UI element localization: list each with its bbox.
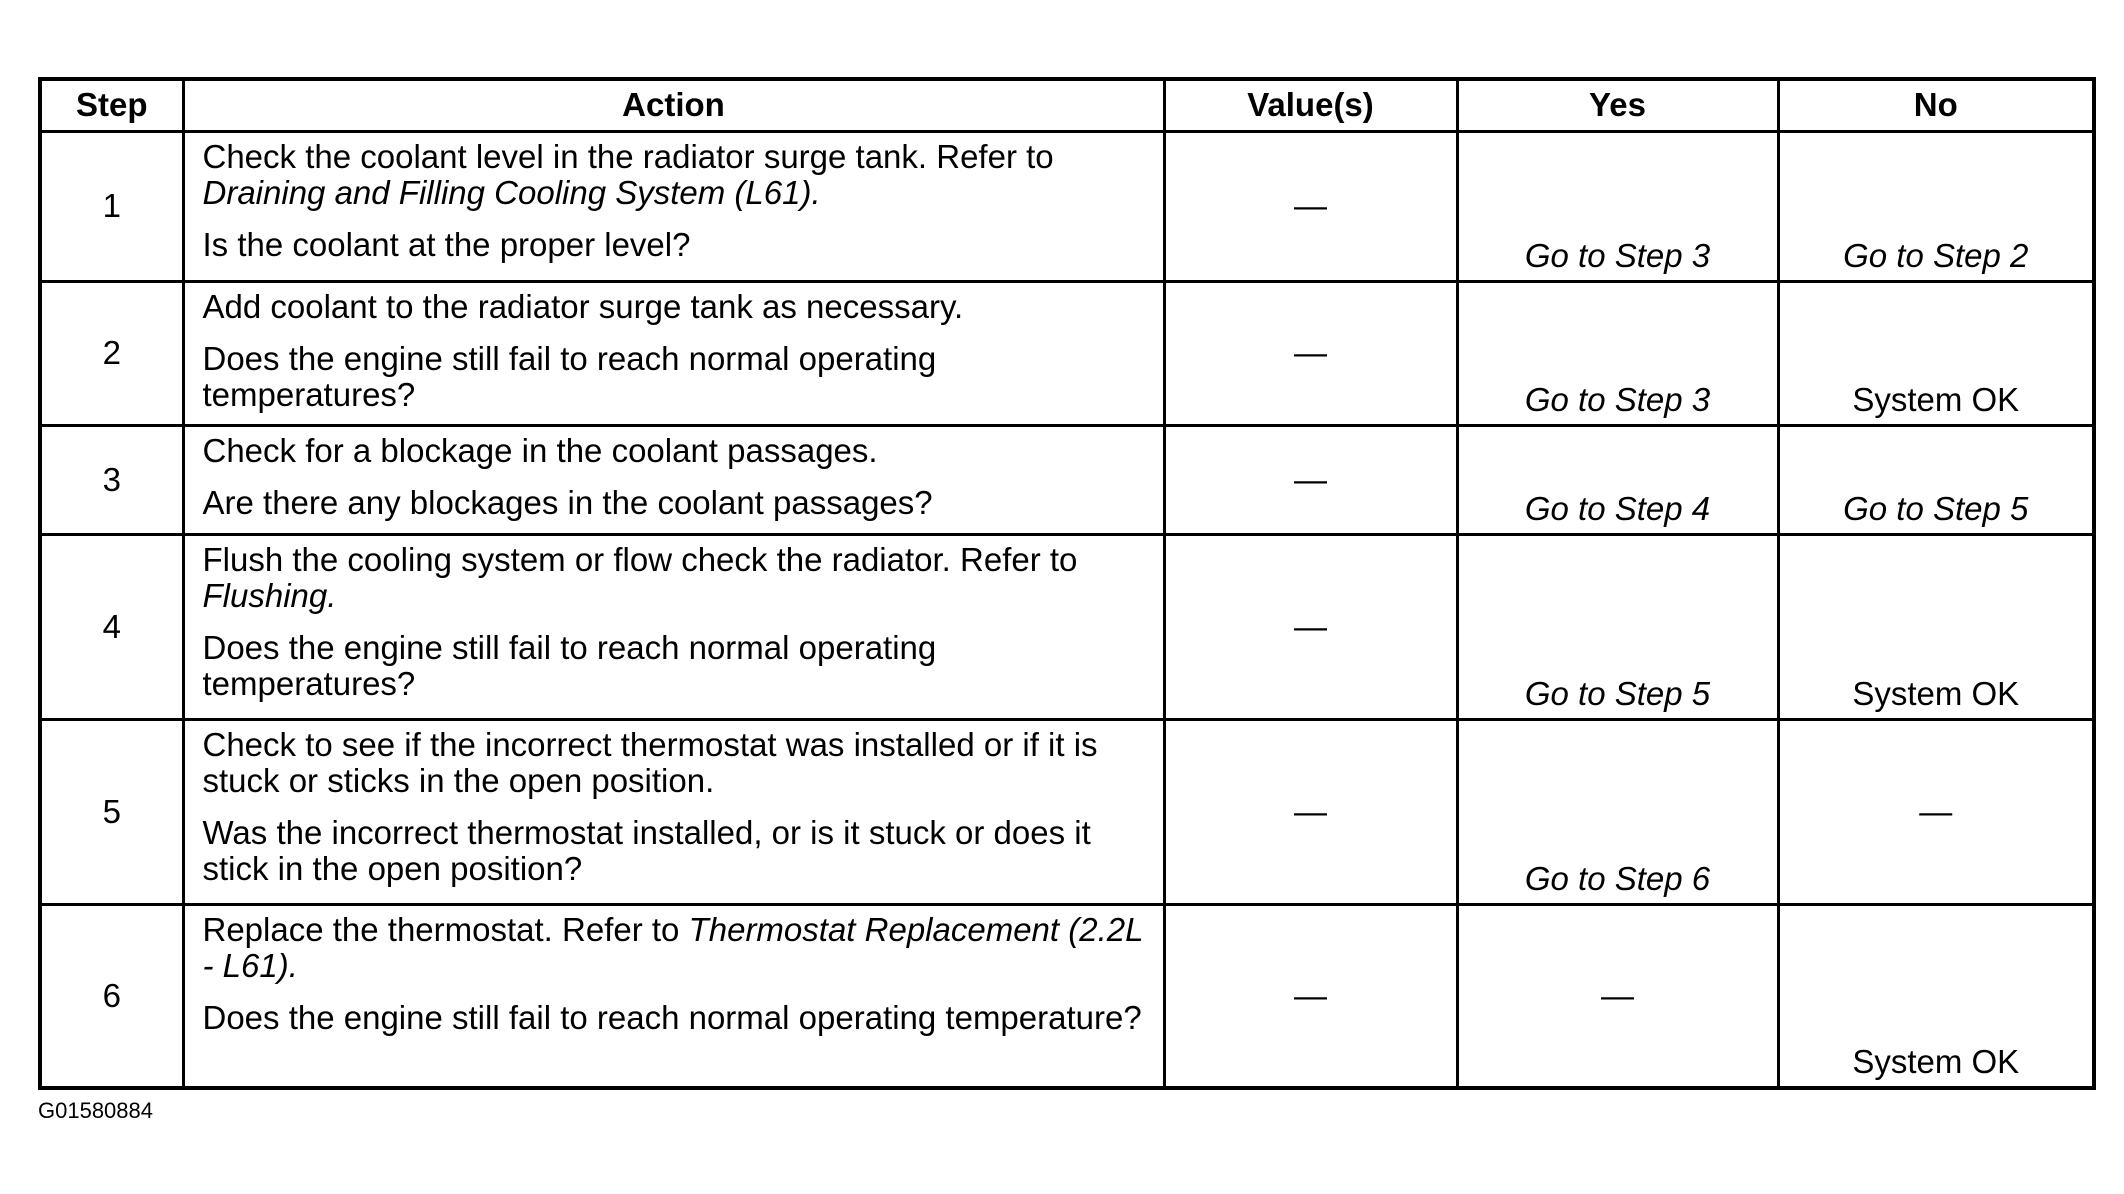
header-yes: Yes [1457, 79, 1778, 131]
action-question: Are there any blockages in the coolant passages? [202, 483, 933, 521]
table-row [40, 281, 2094, 425]
action-reference: Draining and Filling Cooling System (L61). [202, 173, 821, 211]
action-question: Was the incorrect thermostat installed, or is it stuck or does it stick in the open position? [202, 813, 1091, 887]
action-text-prefix: Replace the thermostat. Refer to [202, 910, 689, 948]
action-text [203, 912, 1147, 984]
no-cell: Go to Step 2 [1778, 131, 2094, 281]
yes-cell: Go to Step 5 [1457, 534, 1778, 719]
no-cell: System OK [1778, 534, 2094, 719]
no-cell: Go to Step 5 [1778, 425, 2094, 534]
value-cell: — [1164, 534, 1457, 719]
value-cell: — [1164, 131, 1457, 281]
action-text-prefix: Check to see if the incorrect thermostat was installed or if it is stuck or sticks in the open position. [202, 725, 1098, 799]
step-number: 1 [40, 131, 183, 281]
action-text-prefix: Add coolant to the radiator surge tank as necessary. [202, 287, 964, 325]
yes-cell: Go to Step 3 [1457, 281, 1778, 425]
figure-id: G01580884 [38, 1098, 153, 1123]
yes-cell: Go to Step 3 [1457, 131, 1778, 281]
value-cell: — [1164, 719, 1457, 904]
header-values: Value(s) [1164, 79, 1457, 131]
action-text-prefix: Check the coolant level in the radiator surge tank. Refer to [202, 137, 1054, 175]
action-cell [183, 904, 1164, 1088]
action-question: Does the engine still fail to reach normal operating temperatures? [202, 628, 937, 702]
header-row [40, 79, 2094, 131]
value-cell: — [1164, 904, 1457, 1088]
yes-cell: Go to Step 6 [1457, 719, 1778, 904]
action-text [203, 433, 1147, 469]
header-action: Action [183, 79, 1164, 131]
step-number: 5 [40, 719, 183, 904]
action-reference: Flushing. [202, 576, 337, 614]
action-cell [183, 281, 1164, 425]
action-cell [183, 534, 1164, 719]
table-row [40, 425, 2094, 534]
action-question: Does the engine still fail to reach normal operating temperature? [202, 998, 1142, 1036]
no-cell: System OK [1778, 281, 2094, 425]
action-cell [183, 719, 1164, 904]
step-number: 3 [40, 425, 183, 534]
action-question: Is the coolant at the proper level? [202, 225, 691, 263]
yes-cell: — [1457, 904, 1778, 1088]
table-row [40, 719, 2094, 904]
table-row [40, 534, 2094, 719]
step-number: 6 [40, 904, 183, 1088]
action-text-prefix: Flush the cooling system or flow check the radiator. Refer to [202, 540, 1078, 578]
table-row [40, 904, 2094, 1088]
yes-cell: Go to Step 4 [1457, 425, 1778, 534]
table-row [40, 131, 2094, 281]
action-reference: Thermostat Replacement (2.2L - L61). [202, 910, 1143, 984]
action-cell [183, 425, 1164, 534]
action-question: Does the engine still fail to reach normal operating temperatures? [202, 339, 937, 413]
action-cell [183, 131, 1164, 281]
step-number: 4 [40, 534, 183, 719]
action-text [203, 542, 1147, 614]
no-cell: System OK [1778, 904, 2094, 1088]
diagnostic-table [38, 77, 2096, 1090]
action-text-prefix: Check for a blockage in the coolant passages. [202, 431, 878, 469]
no-cell: — [1778, 719, 2094, 904]
step-number: 2 [40, 281, 183, 425]
value-cell: — [1164, 281, 1457, 425]
action-text [203, 289, 1147, 325]
action-text [203, 139, 1147, 211]
header-step: Step [40, 79, 183, 131]
header-no: No [1778, 79, 2094, 131]
action-text [203, 727, 1147, 799]
value-cell: — [1164, 425, 1457, 534]
